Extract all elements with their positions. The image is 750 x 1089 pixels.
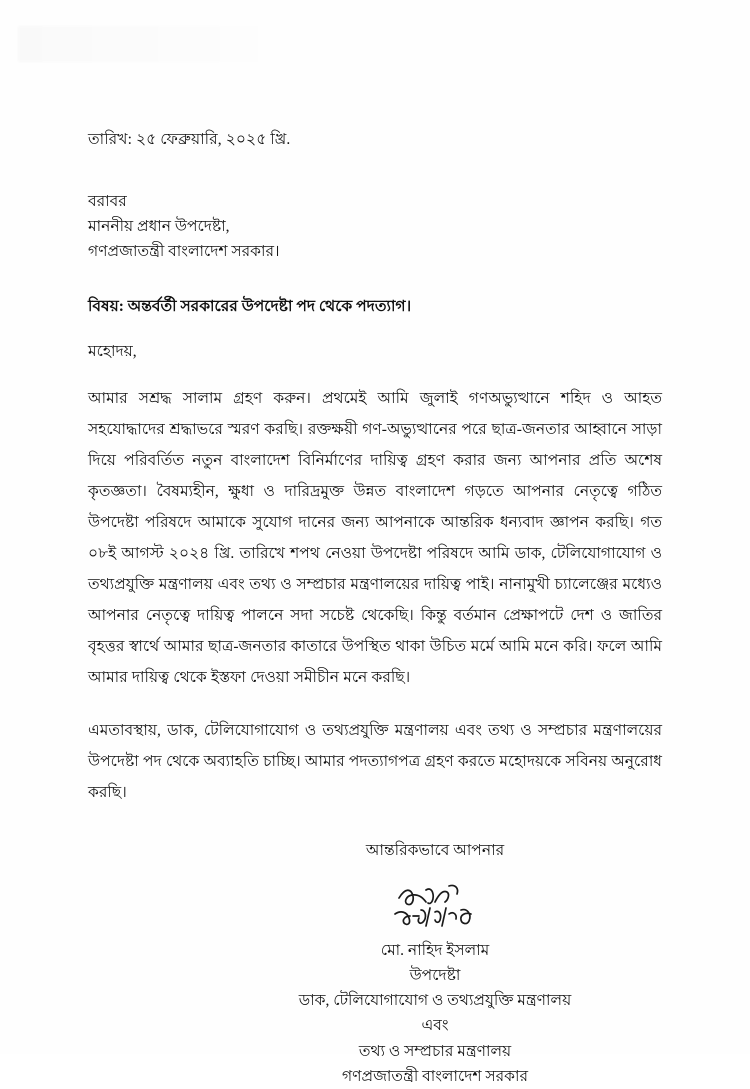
subject-line: বিষয়: অন্তর্বর্তী সরকারের উপদেষ্টা পদ থেকে পদত্যাগ।: [88, 297, 412, 315]
recipient-title-line: মাননীয় প্রধান উপদেষ্টা,: [88, 218, 230, 236]
letter-content: [88, 0, 662, 1089]
signer-name: মো. নাহিদ ইসলাম: [380, 942, 490, 960]
signer-role: উপদেষ্টা: [409, 967, 461, 985]
date-line: তারিখ: ২৫ ফেব্রুয়ারি, ২০২৫ খ্রি.: [88, 131, 291, 148]
body-paragraph-2: এমতাবস্থায়, ডাক, টেলিযোগাযোগ ও তথ্যপ্রযুক্তি মন্ত্রণালয় এবং তথ্য ও সম্প্রচার মন্ত্রণালয়ের উপদেষ্টা পদ থেকে অব্যাহতি চাচ্ছি। আমার পদত্যাগপত্র গ্রহণ করতে মহোদয়কে সবিনয় অনুরোধ করছি।: [88, 722, 662, 802]
signer-ministry-primary: ডাক, টেলিযোগাযোগ ও তথ্যপ্রযুক্তি মন্ত্রণালয়: [298, 992, 572, 1010]
signer-government: গণপ্রজাতন্ত্রী বাংলাদেশ সরকার: [341, 1067, 529, 1085]
signer-ministry-secondary: তথ্য ও সম্প্রচার মন্ত্রণালয়: [358, 1042, 512, 1060]
signer-conjunction: এবং: [421, 1017, 449, 1035]
recipient-salutation-line: বরাবর: [88, 193, 127, 211]
handwritten-signature: [208, 876, 662, 938]
salutation: মহোদয়,: [88, 342, 137, 360]
body-paragraph-1: আমার সশ্রদ্ধ সালাম গ্রহণ করুন। প্রথমেই আমি জুলাই গণঅভ্যুত্থানে শহিদ ও আহত সহযোদ্ধাদের শ্রদ্ধাভরে স্মরণ করছি। রক্তক্ষয়ী গণ-অভ্যুত্থানের পরে ছাত্র-জনতার আহ্বানে সাড়া দিয়ে পরিবর্তিত নতুন বাংলাদেশ বিনির্মাণের দায়িত্ব গ্রহণ করার জন্য আপনার প্রতি অশেষ কৃতজ্ঞতা। বৈষম্যহীন, ক্ষুধা ও দারিদ্রমুক্ত উন্নত বাংলাদেশ গড়তে আপনার নেতৃত্বে গঠিত উপদেষ্টা পরিষদে আমাকে সুযোগ দানের জন্য আপনাকে আন্তরিক ধন্যবাদ জ্ঞাপন করছি। গত ০৮ই আগস্ট ২০২৪ খ্রি. তারিখে শপথ নেওয়া উপদেষ্টা পরিষদে আমি ডাক, টেলিযোগাযোগ ও তথ্যপ্রযুক্তি মন্ত্রণালয় এবং তথ্য ও সম্প্রচার মন্ত্রণালয়ের দায়িত্ব পাই। নানামুখী চ্যালেঞ্জের মধ্যেও আপনার নেতৃত্বে দায়িত্ব পালনে সদা সচেষ্ট থেকেছি। কিন্তু বর্তমান প্রেক্ষাপটে দেশ ও জাতির বৃহত্তর স্বার্থে আমার ছাত্র-জনতার কাতারে উপস্থিত থাকা উচিত মর্মে আমি মনে করি। ফলে আমি আমার দায়িত্ব থেকে ইস্তফা দেওয়া সমীচীন মনে করছি।: [88, 390, 662, 687]
signer-details: [208, 938, 662, 1089]
recipient-government-line: গণপ্রজাতন্ত্রী বাংলাদেশ সরকার।: [88, 243, 280, 261]
signature-block: [88, 876, 662, 1089]
recipient-block: [88, 189, 662, 264]
closing-phrase: আন্তরিকভাবে আপনার: [365, 842, 505, 860]
